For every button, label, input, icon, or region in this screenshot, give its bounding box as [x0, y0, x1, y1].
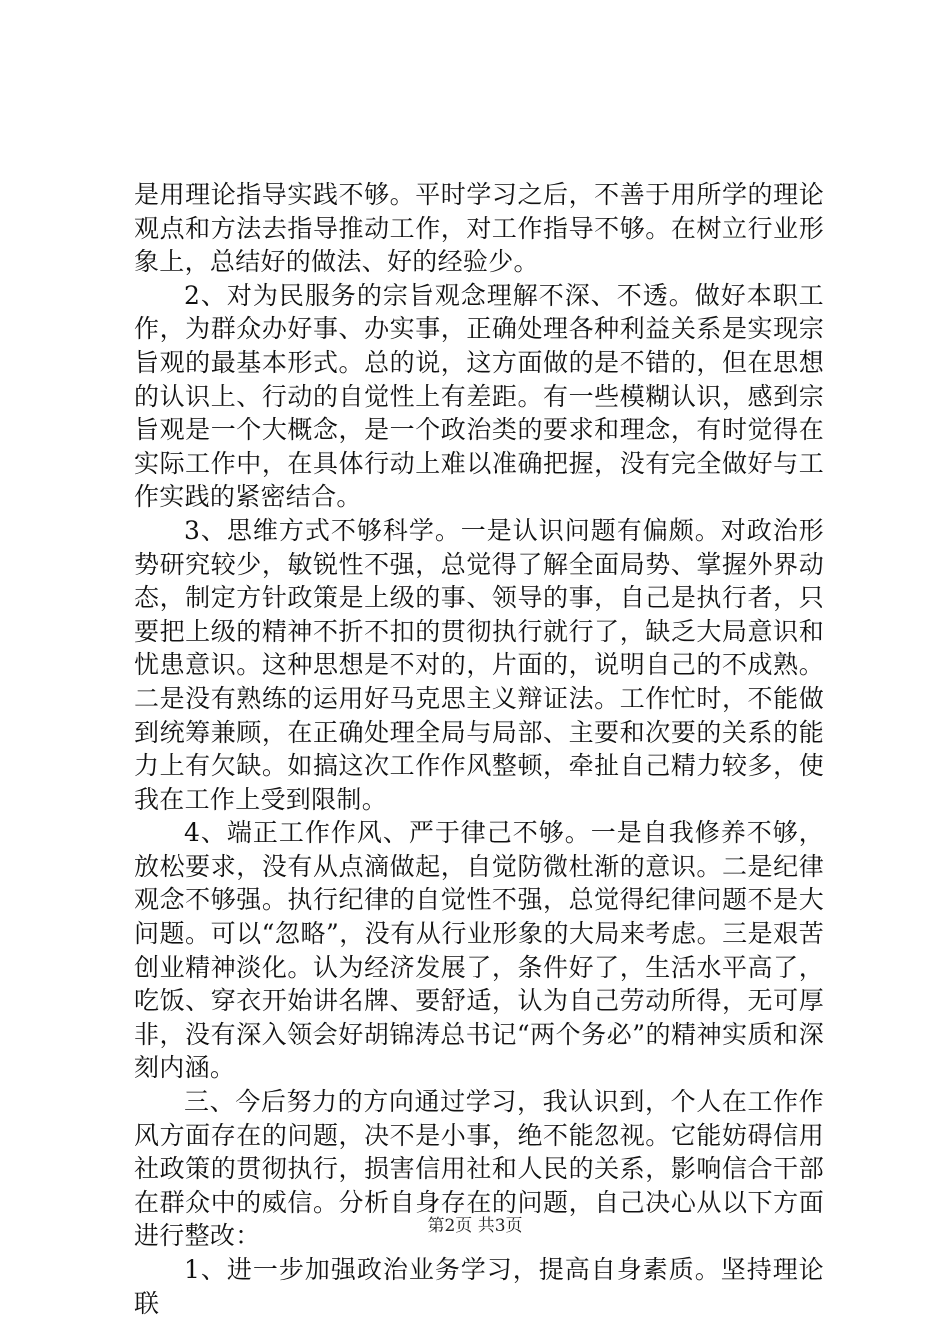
paragraph-3: 4、端正工作作风、严于律己不够。一是自我修养不够，放松要求，没有从点滴做起，自觉防微杜渐的意识。二是纪律观念不够强。执行纪律的自觉性不强，总觉得纪律问题不是大问题。可以“忽略”，没有从行业形象的大局来考虑。三是艰苦创业精神淡化。认为经济发展了，条件好了，生活水平高了，吃饭、穿衣开始讲名牌、要舒适，认为自己劳动所得，无可厚非，没有深入领会好胡锦涛总书记“两个务必”的精神实质和深刻内涵。	[134, 818, 824, 1083]
paragraph-1: 2、对为民服务的宗旨观念理解不深、不透。做好本职工作，为群众办好事、办实事，正确处理各种利益关系是实现宗旨观的最基本形式。总的说，这方面做的是不错的，但在思想的认识上、行动的自觉性上有差距。有一些模糊认识，感到宗旨观是一个大概念，是一个政治类的要求和理念，有时觉得在实际工作中，在具体行动上难以准确把握，没有完全做好与工作实践的紧密结合。	[134, 280, 824, 512]
paragraph-4: 三、今后努力的方向通过学习，我认识到，个人在工作作风方面存在的问题，决不是小事，绝不能忽视。它能妨碍信用社政策的贯彻执行，损害信用社和人民的关系，影响信合干部在群众中的威信。分析自身存在的问题，自己决心从以下方面进行整改：	[134, 1087, 824, 1251]
paragraph-2: 3、思维方式不够科学。一是认识问题有偏颇。对政治形势研究较少，敏锐性不强，总觉得了解全面局势、掌握外界动态，制定方针政策是上级的事、领导的事，自己是执行者，只要把上级的精神不折不扣的贯彻执行就行了，缺乏大局意识和忧患意识。这种思想是不对的，片面的，说明自己的不成熟。二是没有熟练的运用好马克思主义辩证法。工作忙时，不能做到统筹兼顾，在正确处理全局与局部、主要和次要的关系的能力上有欠缺。如搞这次工作作风整顿，牵扯自己精力较多，使我在工作上受到限制。	[134, 515, 824, 814]
document-body	[134, 178, 824, 1320]
paragraph-0: 是用理论指导实践不够。平时学习之后，不善于用所学的理论观点和方法去指导推动工作，对工作指导不够。在树立行业形象上，总结好的做法、好的经验少。	[134, 180, 824, 277]
page-footer	[0, 1215, 950, 1237]
paragraph-5: 1、进一步加强政治业务学习，提高自身素质。坚持理论联	[134, 1255, 824, 1318]
page-number-label: 第2页 共3页	[427, 1216, 523, 1236]
